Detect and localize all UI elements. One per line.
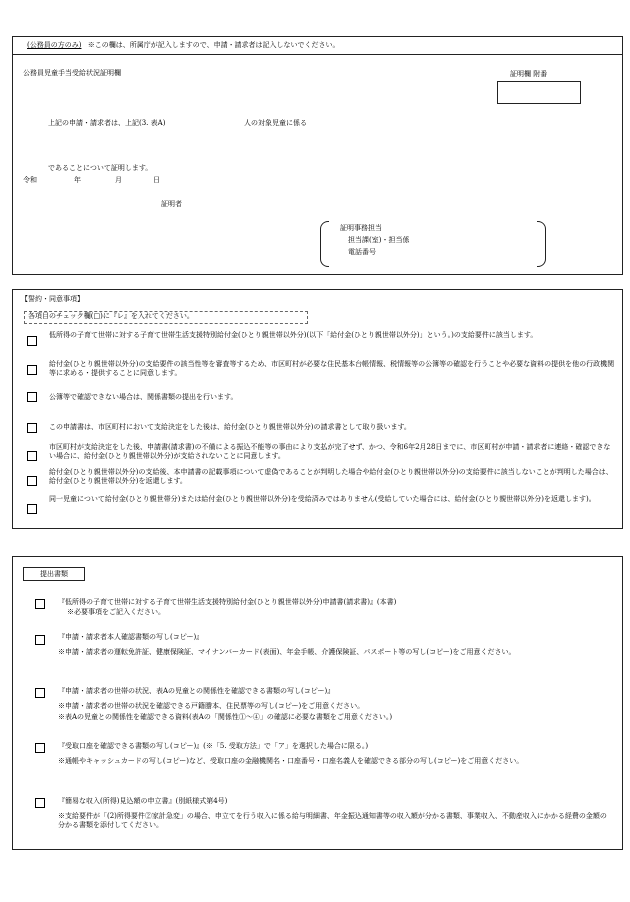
pledge-item-4: この申請書は、市区町村において支給決定をした後は、給付金(ひとり親世帯以外分)の請求書として取り扱います。 bbox=[49, 423, 411, 431]
cert-era: 令和 bbox=[23, 176, 37, 184]
pledge-title: 【誓約・同意事項】 bbox=[21, 295, 84, 303]
pledge-item-2: 給付金(ひとり親世帯以外分)の支給要件の該当性等を審査等するため、市区町村が必要な住民基本台帳情報、税情報等の公簿等の確認を行うことや必要な資料の提供を他の行政機関等に求める・提供することに同意します。 bbox=[49, 360, 615, 378]
official-title: 公務員児童手当受給状況証明欄 bbox=[23, 69, 121, 77]
cert-line2: であることについて証明します。 bbox=[48, 164, 153, 172]
pledge-instruction: 各項目のチェック欄(□)に『レ』を入れてください。 bbox=[24, 311, 308, 324]
cert-line1b: 人の対象児童に係る bbox=[244, 119, 307, 127]
attach-number-field[interactable] bbox=[497, 81, 581, 104]
contact-title: 証明事務担当 bbox=[340, 224, 382, 232]
contact-bracket-left bbox=[320, 221, 329, 267]
official-section bbox=[12, 36, 623, 275]
pledge-item-6: 給付金(ひとり親世帯以外分)の支給後、本申請書の記載事項について虚偽であることが判明した場合や給付金(ひとり親世帯以外分)の支給要件に該当しないことが判明した場合は、給付金(ひとり親世帯以外分)を返還します。 bbox=[49, 468, 613, 486]
certifier-label: 証明者 bbox=[161, 200, 182, 208]
pledge-checkbox-1[interactable] bbox=[27, 336, 37, 346]
pledge-checkbox-7[interactable] bbox=[27, 504, 37, 514]
docs-item-4-note: ※通帳やキャッシュカードの写し(コピー)など、受取口座の金融機関名・口座番号・口座名義人を確認できる部分の写し(コピー)をご用意ください。 bbox=[58, 757, 524, 765]
docs-item-3-note-2: ※表Aの児童との関係性を確認できる資料(表Aの「関係性①〜④」の確認に必要な書類をご用意ください。) bbox=[58, 713, 393, 721]
docs-item-2-note: ※申請・請求者の運転免許証、健康保険証、マイナンバーカード(表面)、年金手帳、介護保険証、パスポート等の写し(コピー)をご用意ください。 bbox=[58, 648, 516, 656]
official-header-note: ※この欄は、所属庁が記入しますので、申請・請求者は記入しないでください。 bbox=[87, 41, 340, 49]
official-header-text bbox=[27, 41, 340, 50]
pledge-item-7: 同一児童について給付金(ひとり親世帯分)または給付金(ひとり親世帯以外分)を受給済みではありません(受給していた場合には、給付金(ひとり親世帯以外分)を返還します)。 bbox=[49, 495, 596, 503]
docs-item-1-title: 『低所得の子育て世帯に対する子育て世帯生活支援特別給付金(ひとり親世帯以外分)申請書(請求書)』(本書) bbox=[58, 598, 397, 606]
cert-day: 日 bbox=[153, 176, 160, 184]
docs-item-3-title: 『申請・請求者の世帯の状況、表Aの児童との関係性を確認できる書類の写し(コピー)』 bbox=[58, 687, 335, 695]
docs-checkbox-1[interactable] bbox=[35, 599, 45, 609]
attach-label: 証明欄 附番 bbox=[510, 70, 548, 78]
contact-phone: 電話番号 bbox=[348, 248, 376, 256]
official-header-prefix: (公務員の方のみ) bbox=[27, 41, 82, 49]
pledge-checkbox-6[interactable] bbox=[27, 476, 37, 486]
docs-section bbox=[12, 556, 623, 850]
docs-checkbox-5[interactable] bbox=[35, 798, 45, 808]
docs-title: 提出書類 bbox=[23, 567, 85, 581]
cert-year: 年 bbox=[74, 176, 81, 184]
docs-item-5-note: ※支給要件が「(2)所得要件②家計急変」の場合、申立てを行う収入に係る給与明細書、年金振込通知書等の収入額が分かる書類、事業収入、不動産収入にかかる経費の金額の分かる書類を添付してください。 bbox=[58, 812, 607, 830]
pledge-checkbox-4[interactable] bbox=[27, 423, 37, 433]
docs-item-5-title: 『簡易な収入(所得)見込額の申立書』(別紙様式第4号) bbox=[58, 797, 228, 805]
pledge-section bbox=[12, 289, 623, 529]
cert-line1a: 上記の申請・請求者は、上記(3. 表A) bbox=[48, 119, 166, 127]
pledge-checkbox-3[interactable] bbox=[27, 392, 37, 402]
contact-dept: 担当課(室)・担当係 bbox=[348, 236, 410, 244]
docs-checkbox-2[interactable] bbox=[35, 635, 45, 645]
pledge-item-1: 低所得の子育て世帯に対する子育て世帯生活支援特別給付金(ひとり親世帯以外分)(以下「給付金(ひとり親世帯以外分)」という。)の支給要件に該当します。 bbox=[49, 331, 538, 339]
docs-item-2-title: 『申請・請求者本人確認書類の写し(コピー)』 bbox=[58, 633, 204, 641]
docs-checkbox-4[interactable] bbox=[35, 743, 45, 753]
cert-month: 月 bbox=[115, 176, 122, 184]
pledge-checkbox-5[interactable] bbox=[27, 451, 37, 461]
docs-item-3-note-1: ※申請・請求者の世帯の状況を確認できる戸籍謄本、住民票等の写し(コピー)をご用意ください。 bbox=[58, 702, 365, 710]
pledge-item-3: 公簿等で確認できない場合は、関係書類の提出を行います。 bbox=[49, 393, 238, 401]
docs-item-1-note: ※必要事項をご記入ください。 bbox=[67, 608, 165, 616]
docs-item-4-title: 『受取口座を確認できる書類の写し(コピー)』(※「5. 受取方法」で「ア」を選択した場合に限る。) bbox=[58, 742, 369, 750]
pledge-checkbox-2[interactable] bbox=[27, 365, 37, 375]
docs-checkbox-3[interactable] bbox=[35, 688, 45, 698]
pledge-item-5: 市区町村が支給決定をした後、申請書(請求書)の不備による振込不能等の事由により支払が完了せず、かつ、令和6年2月28日までに、市区町村が申請・請求者に連絡・確認できない場合に、給付金(ひとり親世帯以外分)が支給されないことに同意します。 bbox=[49, 443, 611, 461]
contact-bracket-right bbox=[537, 221, 546, 267]
